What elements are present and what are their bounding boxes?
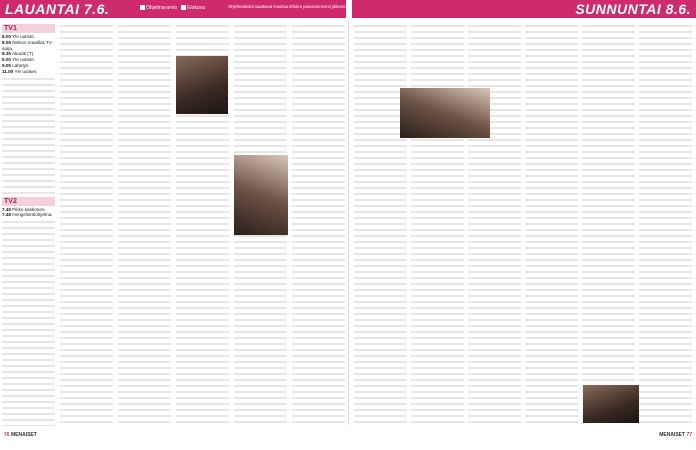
saturday-column-1 [2,22,55,426]
legend-item-film: Elokuva [181,5,205,11]
program-item: 9.05 Lähetys. [2,62,30,68]
schedule-text-block [582,22,635,426]
sunday-column-4 [525,22,578,426]
program-item: 8.35 Akuutti (T). [2,51,35,57]
saturday-column-6 [292,22,345,426]
schedule-text-block [354,22,407,426]
schedule-text-block [2,218,55,426]
page-divider [348,20,349,425]
channel-tv2: TV2 [2,197,55,206]
saturday-column-2 [60,22,113,426]
footer-right: MENAISET 77 [659,432,692,438]
program-item: 8.00 Yle uutiset. [2,34,35,39]
saturday-photo-woman-dark [176,56,228,114]
sunday-title: SUNNUNTAI 8.6. [575,1,691,17]
schedule-text-block [525,22,578,426]
schedule-text-block [2,75,55,195]
sunday-photo-bottom [583,385,639,423]
sunday-column-5 [582,22,635,426]
saturday-title: LAUANTAI 7.6. [5,1,110,17]
program-item: 11.00 Yle uutiset. [2,68,38,74]
sunday-column-3 [468,22,521,426]
sunday-column-1 [354,22,407,426]
schedule-text-block [118,22,171,426]
saturday-header-band [0,0,346,18]
program-item: 9.00 Yle uutiset. [2,57,35,63]
program-item: 8.05 Nelson maatilat. Tv-sarja. [2,39,53,51]
schedule-text-block [468,22,521,426]
schedule-text-block [60,22,113,426]
rating-swatch [140,5,145,10]
sunday-header-band [352,0,696,18]
header-note: Ohjelmatiedot saattavat muuttua lehden painoonmenon jälkeen. [228,4,347,9]
footer-left: 76 MENAISET [4,432,37,438]
sunday-column-6 [639,22,692,426]
schedule-text-block [639,22,692,426]
saturday-photo-woman-smiling [234,155,288,235]
schedule-text-block [292,22,345,426]
schedule-text-block [411,22,464,426]
film-swatch [181,5,186,10]
sunday-column-2 [411,22,464,426]
sunday-photo-top [400,88,490,138]
program-item: 7.45 Pikku kakkonen. [2,206,46,212]
channel-tv1: TV1 [2,24,55,33]
legend [140,5,205,11]
program-item: 7.48 Hengelointiohjelma. [2,212,53,218]
saturday-column-3 [118,22,171,426]
legend-item-rating: Ohjelma-arvio [140,5,177,11]
